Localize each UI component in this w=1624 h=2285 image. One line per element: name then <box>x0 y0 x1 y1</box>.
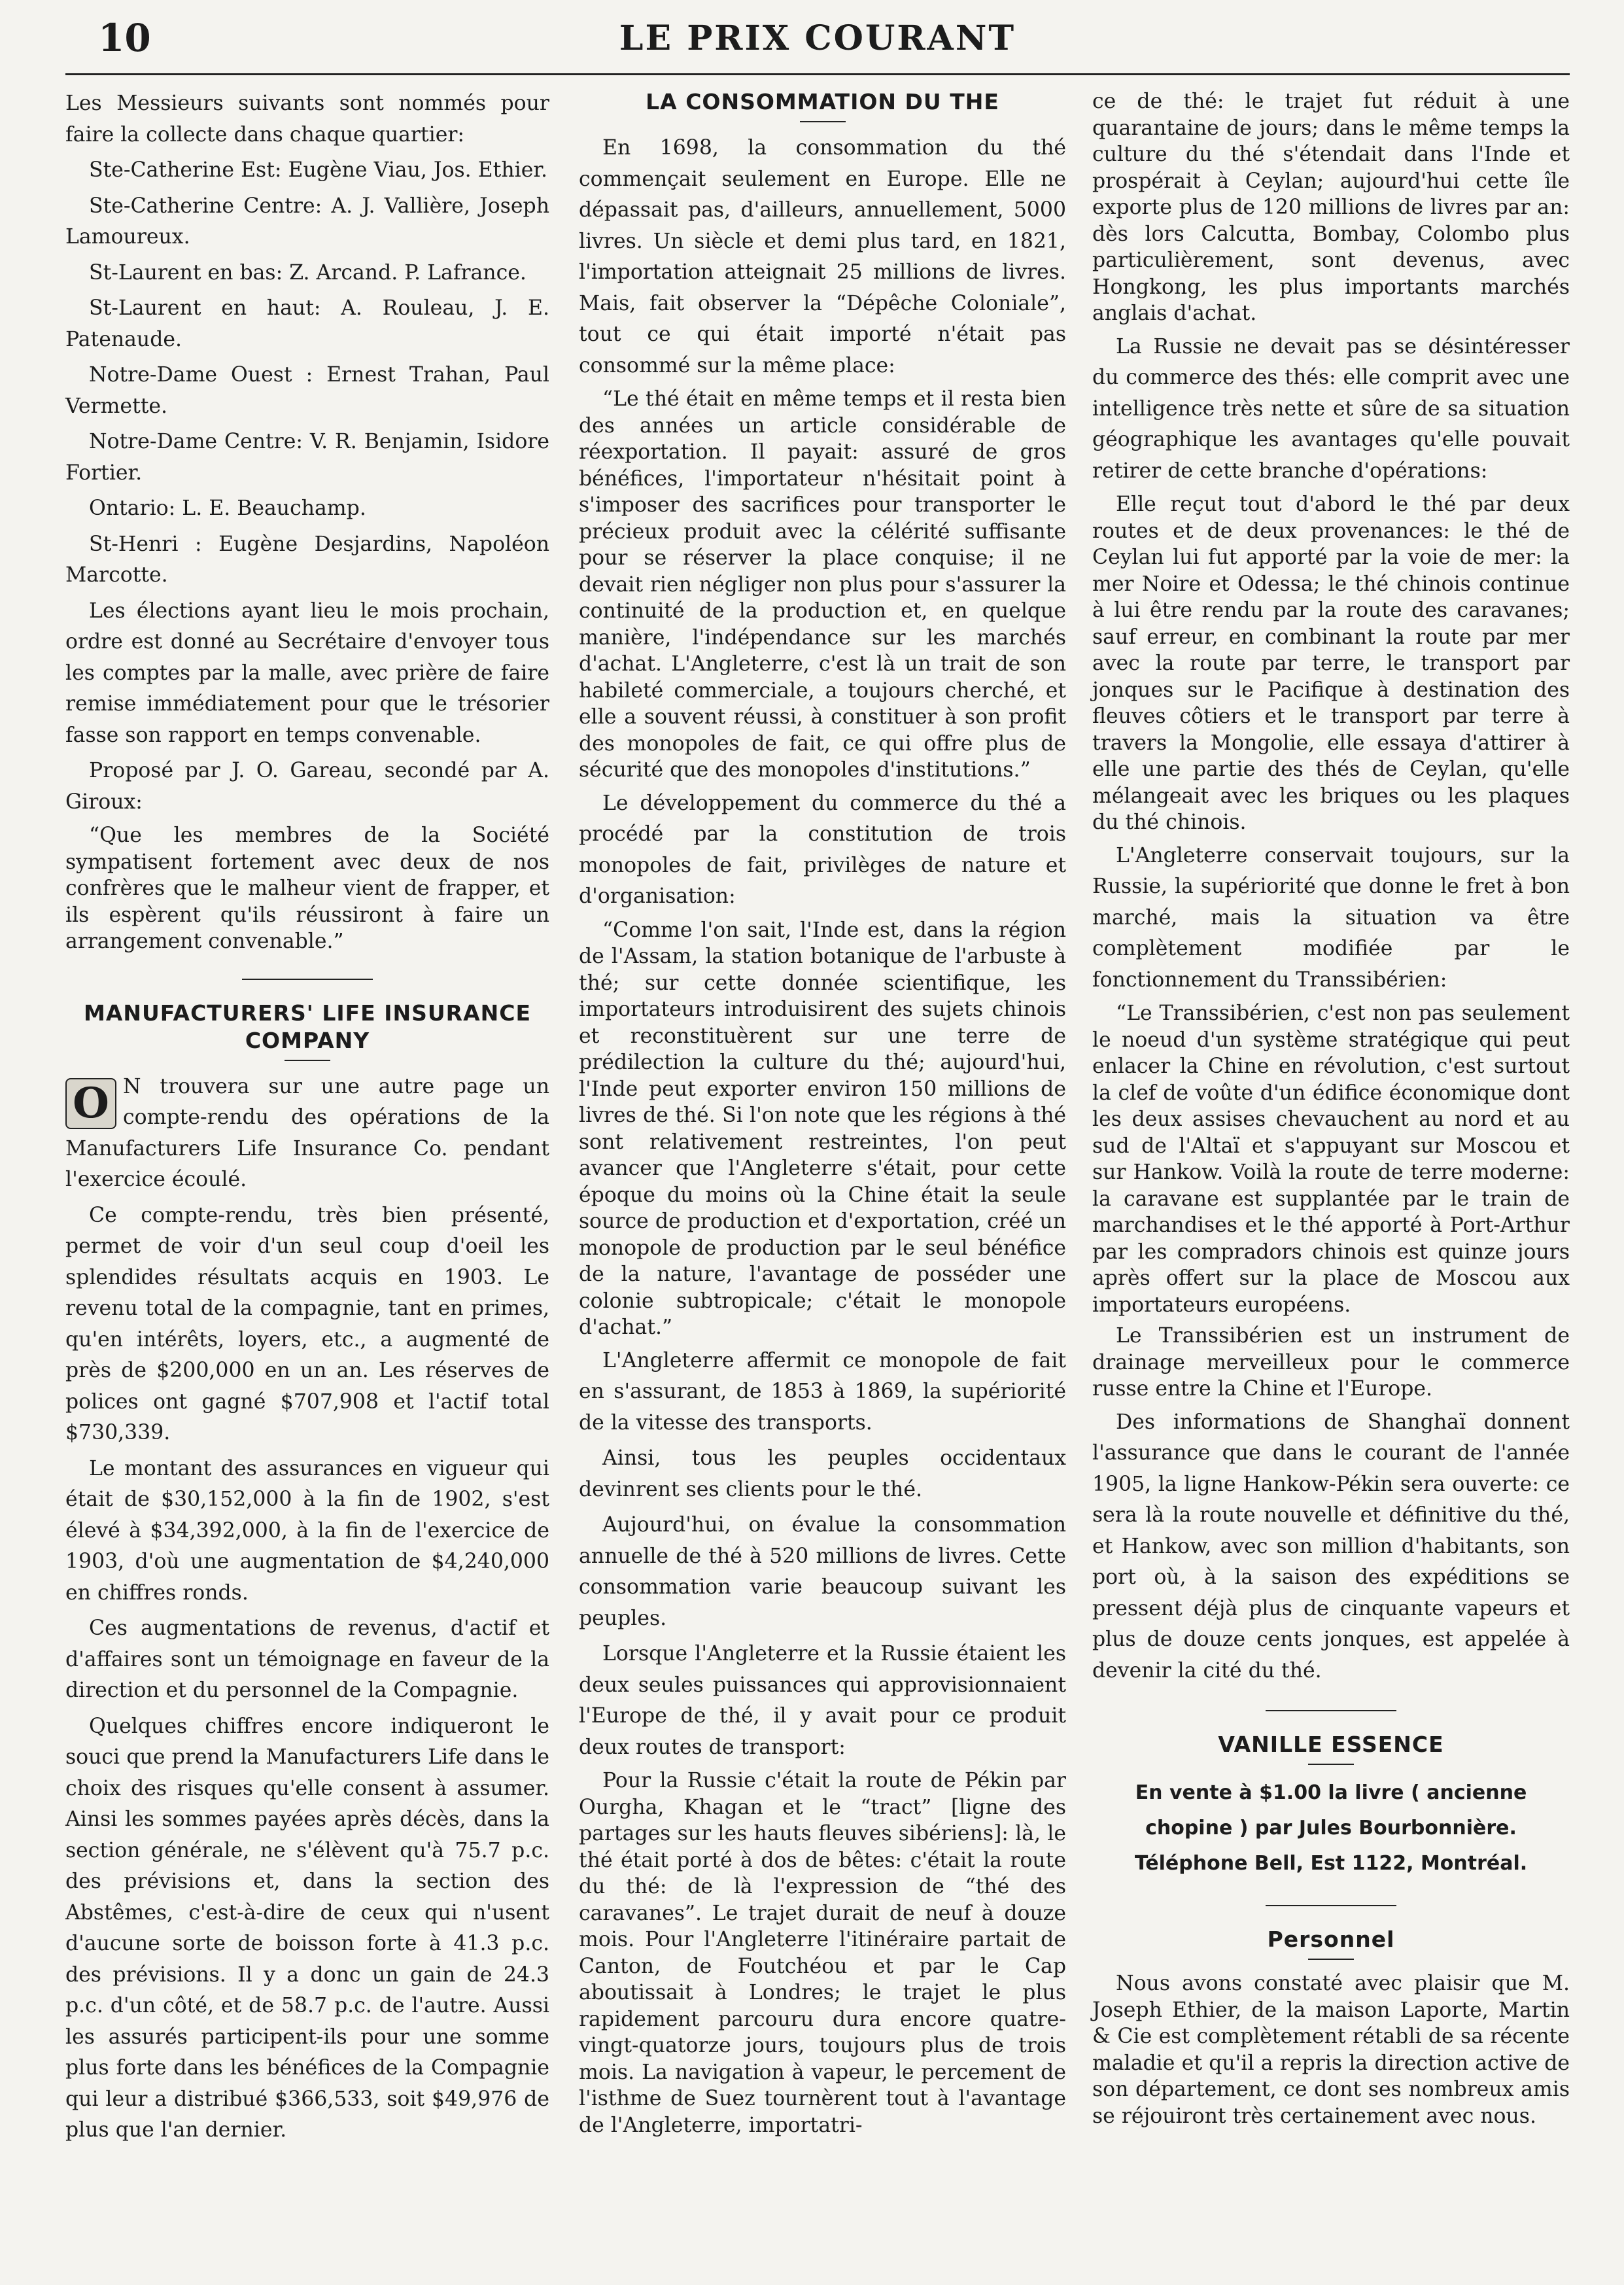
column-1 <box>65 88 549 2151</box>
heading-rule <box>800 121 846 122</box>
collector-entry: Ste-Catherine Est: Eugène Viau, Jos. Ethier. <box>89 158 547 182</box>
paragraph: Des informations de Shanghaï donnent l'assurance que dans le courant de l'année 1905, la ligne Hankow-Pékin sera ouverte: ce sera là la route nouvelle et définitive du thé, et Hankow, avec son million d'habitants, son port où, à la saison des expéditions se pressent déjà plus de cinquante vapeurs et plus de douze cents jonques, est appelée à devenir la cité du thé. <box>1092 1410 1570 1683</box>
article-heading-manufacturers: MANUFACTURERS' LIFE INSURANCE COMPANY <box>83 1000 531 1053</box>
ad-heading-vanille: VANILLE ESSENCE <box>1218 1732 1444 1757</box>
paragraph: Le Transsibérien est un instrument de drainage merveilleux pour le commerce russe entre la Chine et l'Europe. <box>1092 1324 1570 1401</box>
article-heading-the: LA CONSOMMATION DU THE <box>646 89 999 114</box>
column-2 <box>579 88 1066 2143</box>
collector-entry: Notre-Dame Centre: V. R. Benjamin, Isidore Fortier. <box>65 430 549 485</box>
quote-paragraph: “Le thé était en même temps et il resta bien des années un article considérable de réexportation. Il payait: assuré de gros bénéfices, l'importateur n'hésitait point à s'imposer des sacrifices pour transporter le précieux produit avec la célérité suffisante pour se réserver la place conquise; il ne devait rien négliger non plus pour s'assurer la continuité de la production et, en quelque manière, l'indépendance sur les marchés d'achat. L'Angleterre, c'est là un trait de son habileté commerciale, a toujours cherché, et elle a souvent réussi, à constituer à son profit des monopoles de fait, ce qui offre plus de sécurité que des monopoles d'institutions.” <box>579 387 1066 782</box>
collector-entry: Ste-Catherine Centre: A. J. Vallière, Joseph Lamoureux. <box>65 194 549 249</box>
paragraph: L'Angleterre affermit ce monopole de fait en s'assurant, de 1853 à 1869, la supériorité de la vitesse des transports. <box>579 1348 1066 1435</box>
section-separator <box>1266 1905 1396 1906</box>
column-3 <box>1092 88 1570 2134</box>
paragraph: Les élections ayant lieu le mois prochain, ordre est donné au Secrétaire d'envoyer tous les comptes par la malle, avec prière de faire remise immédiatement pour que le trésorier fasse son rapport en temps convenable. <box>65 599 549 747</box>
paragraph: Les Messieurs suivants sont nommés pour faire la collecte dans chaque quartier: <box>65 92 549 147</box>
article-heading-personnel: Personnel <box>1267 1927 1395 1952</box>
heading-rule <box>285 1060 330 1061</box>
header-rule <box>65 73 1570 75</box>
paragraph: Ces augmentations de revenus, d'actif et d'affaires sont un témoignage en faveur de la direction et du personnel de la Compagnie. <box>65 1616 549 1702</box>
collector-entry: Ontario: L. E. Beauchamp. <box>89 497 366 520</box>
paragraph: Le montant des assurances en vigueur qui était de $30,152,000 à la fin de 1902, s'est élevé à $34,392,000, à la fin de l'exercice de 1903, d'où une augmentation de $4,240,000 en chiffres ronds. <box>65 1456 549 1605</box>
section-separator <box>242 979 373 980</box>
quote-paragraph: “Le Transsibérien, c'est non pas seulement le noeud d'un système stratégique qui peut enlacer la Chine en révolution, c'est surtout la clef de voûte d'un édifice économique dont les deux assises chevauchent au nord et au sud de l'Altaï et s'appuyant sur Moscou et sur Hankow. Voilà la route de terre moderne: la caravane est supplantée par le train de marchandises et le thé apporté à Port-Arthur par les compradors chinois est quinze jours après offert sur la place de Moscou aux importateurs européens. <box>1092 1002 1570 1317</box>
heading-rule <box>1308 1764 1354 1765</box>
paragraph: Pour la Russie c'était la route de Pékin par Ourgha, Khagan et le “tract” [ligne des partages sur les hauts fleuves sibériens]: là, le thé était porté à dos de bêtes: c'était la route du thé: de là l'expression de “thé des caravanes”. Le trajet durait de neuf à douze mois. Pour l'Angleterre l'itinéraire partait de Canton, de Foutchéou et par le Cap aboutissait à Londres; le trajet le plus rapidement parcouru dura encore quatre-vingt-quatorze jours, toujours plus de trois mois. La navigation à vapeur, le percement de l'isthme de Suez tournèrent tout à l'avantage de l'Angleterre, importatri- <box>579 1769 1066 2137</box>
page-number: 10 <box>98 16 151 60</box>
ad-text-vanille: En vente à $1.00 la livre ( ancienne chopine ) par Jules Bourbonnière. Téléphone Bell, Est 1122, Montréal. <box>1134 1781 1528 1875</box>
masthead-title: LE PRIX COURANT <box>619 18 1016 58</box>
paragraph: ce de thé: le trajet fut réduit à une quarantaine de jours; dans le même temps la culture du thé s'étendait dans l'Inde et prospérait à Ceylan; aujourd'hui cette île exporte plus de 120 millions de livres par an: dès lors Calcutta, Bombay, Colombo plus particulièrement, sont devenus, avec Hongkong, les plus importants marchés anglais d'achat. <box>1092 90 1570 325</box>
quote-paragraph: “Comme l'on sait, l'Inde est, dans la région de l'Assam, la station botanique de l'arbuste à thé; sur cette donnée scientifique, les importateurs introduisirent des sujets chinois et reconstituèrent sur une terre de prédilection la culture du thé; aujourd'hui, l'Inde peut exporter environ 150 millions de livres de thé. Si l'on note que les régions à thé sont relativement restreintes, l'on peut avancer que l'Angleterre s'était, pour cette époque du moins où la Chine était la seule source de production et d'exportation, créé un monopole de production par le seul bénéfice de la nature, l'avantage de posséder une colonie subtropicale; c'était le monopole d'achat.” <box>579 918 1066 1339</box>
paragraph: Aujourd'hui, on évalue la consommation annuelle de thé à 520 millions de livres. Cette consommation varie beaucoup suivant les peuples. <box>579 1513 1066 1630</box>
paragraph: L'Angleterre conservait toujours, sur la Russie, la supériorité que donne le fret à bon marché, mais la situation va être complètement modifiée par le fonctionnement du Transsibérien: <box>1092 843 1570 992</box>
collector-entry: Notre-Dame Ouest : Ernest Trahan, Paul Vermette. <box>65 363 549 418</box>
paragraph-text: N trouvera sur une autre page un compte-rendu des opérations de la Manufacturers Life Insurance Co. pendant l'exercice écoulé. <box>65 1074 549 1191</box>
paragraph: Proposé par J. O. Gareau, secondé par A. Giroux: <box>65 759 549 814</box>
paragraph: Ce compte-rendu, très bien présenté, permet de voir d'un seul coup d'oeil les splendides résultats acquis en 1903. Le revenu total de la compagnie, tant en primes, qu'en intérêts, loyers, etc., a augmenté de près de $200,000 en un an. Les réserves de polices ont gagné $707,908 et l'actif total $730,339. <box>65 1203 549 1444</box>
paragraph: Le développement du commerce du thé a procédé par la constitution de trois monopoles de fait, privilèges de nature et d'organisation: <box>579 791 1066 908</box>
paragraph: En 1698, la consommation du thé commençait seulement en Europe. Elle ne dépassait pas, d'ailleurs, annuellement, 5000 livres. Un siècle et demi plus tard, en 1821, l'importation atteignait 25 millions de livres. Mais, fait observer la “Dépêche Coloniale”, tout ce qui était importé n'était pas consommé sur la même place: <box>579 136 1066 377</box>
collector-entry: St-Laurent en haut: A. Rouleau, J. E. Patenaude. <box>65 296 549 351</box>
paragraph: Nous avons constaté avec plaisir que M. Joseph Ethier, de la maison Laporte, Martin & Cie est complètement rétabli de sa récente maladie et qu'il a repris la direction active de son département, ce dont ses nombreux amis se réjouiront très certainement avec nous. <box>1092 1972 1570 2128</box>
collector-entry: St-Laurent en bas: Z. Arcand. P. Lafrance. <box>89 260 527 285</box>
paragraph: Elle reçut tout d'abord le thé par deux routes et de deux provenances: le thé de Ceylan lui fut apporté par la voie de mer: la mer Noire et Odessa; le thé chinois continue à lui être rendu par la route des caravanes; sauf erreur, en combinant la route par mer avec la route par terre, le transport par jonques sur le Pacifique à destination des fleuves côtiers et le transport par terre à travers la Mongolie, elle essaya d'attirer à elle une partie des thés de Ceylan, qu'elle mélangeait avec les briques ou les plaques du thé chinois. <box>1092 493 1570 834</box>
collector-entry: St-Henri : Eugène Desjardins, Napoléon Marcotte. <box>65 532 549 587</box>
page-header <box>65 13 1570 75</box>
paragraph <box>65 1072 549 1196</box>
section-separator <box>1266 1710 1396 1711</box>
resolution-quote: “Que les membres de la Société sympatisent fortement avec deux de nos confrères que le malheur vient de frapper, et ils espèrent qu'ils réussiront à faire un arrangement convenable.” <box>65 824 549 953</box>
paragraph: Ainsi, tous les peuples occidentaux devinrent ses clients pour le thé. <box>579 1446 1066 1501</box>
drop-cap: O <box>65 1078 116 1129</box>
heading-rule <box>1308 1959 1354 1960</box>
paragraph: La Russie ne devait pas se désintéresser du commerce des thés: elle comprit avec une intelligence très nette et sûre de sa situation géographique les avantages qu'elle pouvait retirer de cette branche d'opérations: <box>1092 334 1570 483</box>
paragraph: Quelques chiffres encore indiqueront le souci que prend la Manufacturers Life dans le choix des risques qu'elle consent à assumer. Ainsi les sommes payées après décès, dans la section générale, ne s'élèvent qu'à 75.7 p.c. des prévisions et, dans la section des Abstêmes, c'est-à-dire de ceux qui n'usent d'aucune sorte de boisson forte à 41.3 p.c. des prévisions. Il y a donc un gain de 24.3 p.c. d'un côté, et de 58.7 p.c. de l'autre. Aussi les assurés participent-ils pour une somme plus forte dans les bénéfices de la Compagnie qui leur a distribué $366,533, soit $49,976 de plus que l'an dernier. <box>65 1714 549 2142</box>
paragraph: Lorsque l'Angleterre et la Russie étaient les deux seules puissances qui approvisionnaient l'Europe de thé, il y avait pour ce produit deux routes de transport: <box>579 1642 1066 1759</box>
